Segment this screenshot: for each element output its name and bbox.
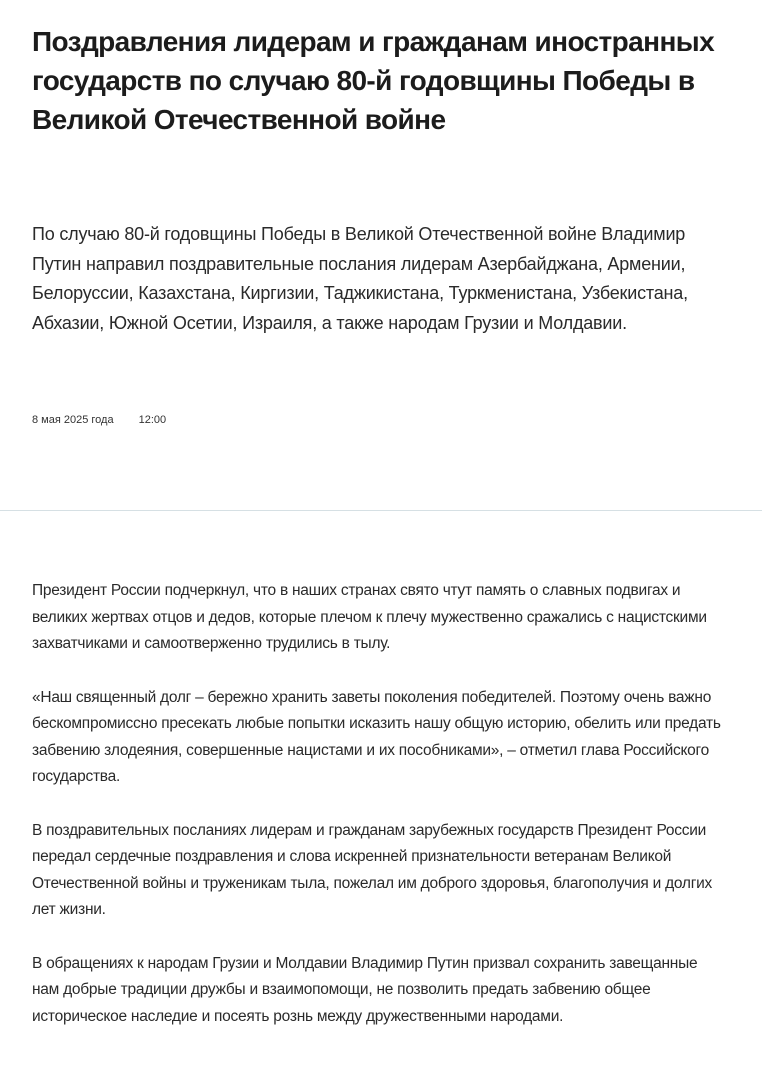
publish-time: 12:00 xyxy=(138,414,167,426)
body-paragraph: В поздравительных посланиях лидерам и гражданам зарубежных государств Президент России передал сердечные поздравления и слова искренней признательности ветеранам Великой Отечественной войны и труженикам тыла, пожелал им доброго здоровья, благополучия и долгих лет жизни. xyxy=(32,821,713,918)
section-divider xyxy=(0,510,762,511)
body-paragraph: В обращениях к народам Грузии и Молдавии Владимир Путин призвал сохранить завещанные нам добрые традиции дружбы и взаимопомощи, не позволить предать забвению общее историческое наследие и посеять рознь между дружественными народами. xyxy=(32,954,698,1025)
article-lead: По случаю 80-й годовщины Победы в Великой Отечественной войне Владимир Путин направил поздравительные послания лидерам Азербайджана, Армении, Белоруссии, Казахстана, Киргизии, Таджикистана, Туркменистана, Узбекистана, Абхазии, Южной Осетии, Израиля, а также народам Грузии и Молдавии. xyxy=(32,224,688,333)
body-paragraph: Президент России подчеркнул, что в наших странах свято чтут память о славных подвигах и великих жертвах отцов и дедов, которые плечом к плечу мужественно сражались с нацистскими захватчиками и самоотверженно трудились в тылу. xyxy=(32,582,707,652)
article-body xyxy=(32,578,722,1057)
article-meta xyxy=(32,412,166,428)
publish-date: 8 мая 2025 года xyxy=(32,414,114,426)
article-title: Поздравления лидерам и гражданам иностранных государств по случаю 80-й годовщины Победы в Великой Отечественной войне xyxy=(32,26,715,135)
body-paragraph: «Наш священный долг – бережно хранить заветы поколения победителей. Поэтому очень важно бескомпромиссно пресекать любые попытки исказить нашу общую историю, обелить или предать забвению злодеяния, совершенные нацистами и их пособниками», – отметил глава Российского государства. xyxy=(32,688,721,785)
